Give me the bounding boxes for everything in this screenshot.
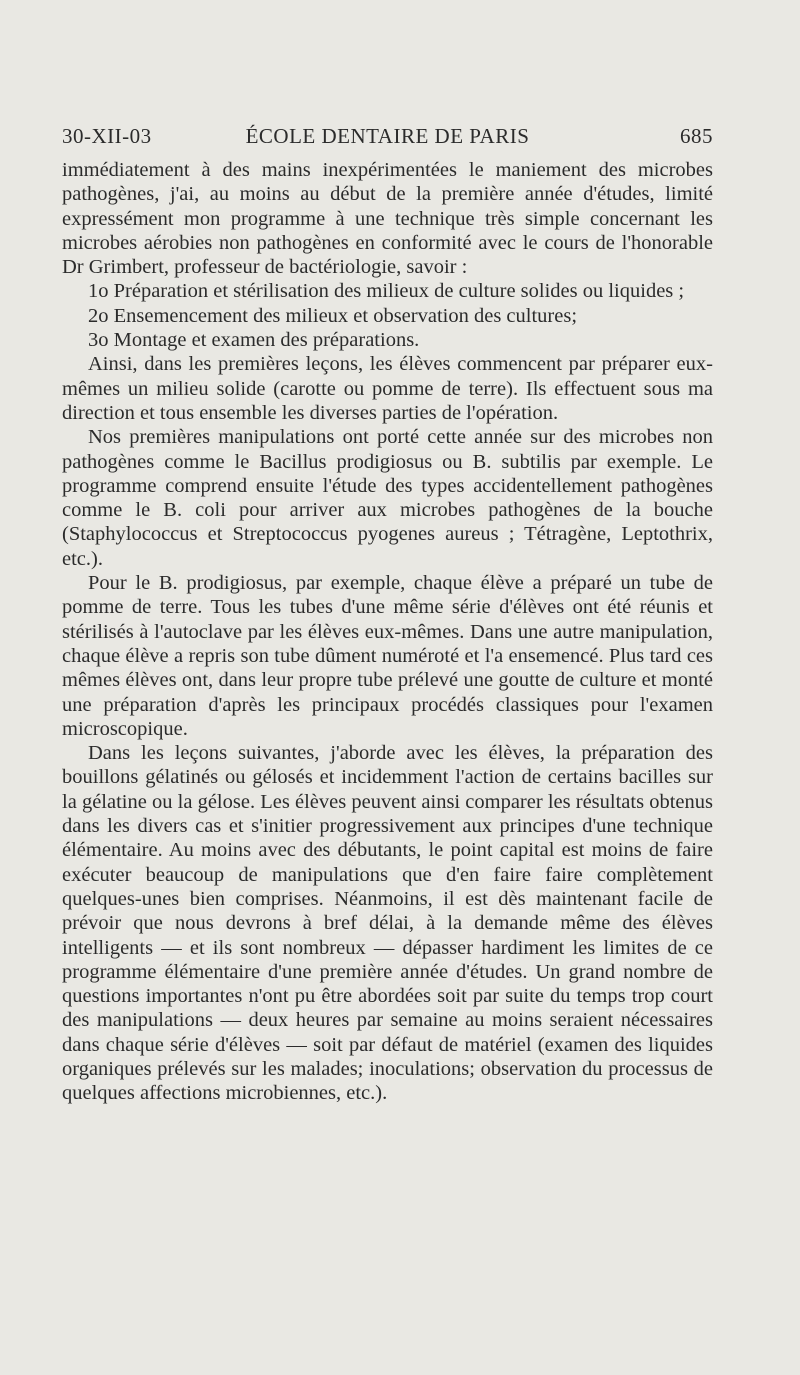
list-item-1: 1o Préparation et stérilisation des milieux de culture solides ou liquides ; [88, 280, 685, 303]
list-item-3: 3o Montage et examen des préparations. [88, 329, 420, 352]
page-number: 685 [680, 124, 713, 148]
body-text [62, 158, 713, 1106]
paragraph: Dans les leçons suivantes, j'aborde avec les élèves, la préparation des bouillons gélatinés ou gélosés et incidemment l'action de certains bacilles sur la gélatine ou la gélose. Les élèves peuvent ainsi comparer les résultats obtenus dans les divers cas et s'initier progressivement aux principes d'une technique élémentaire. Au moins avec des débutants, le point capital est moins de faire exécuter beaucoup de manipulations que d'en faire faire complètement quelques-unes bien comprises. Néanmoins, il est dès maintenant facile de prévoir que nous devrons à bref délai, à la demande même des élèves intelligents — et ils sont nombreux — dépasser hardiment les limites de ce programme élémentaire d'une première année d'études. Un grand nombre de questions importantes n'ont pu être abordées soit par suite du temps trop court des manipulations — deux heures par semaine au moins seraient nécessaires dans chaque série d'élèves — soit par défaut de matériel (examen des liquides organiques prélevés sur les malades; inoculations; observation du processus de quelques affections microbiennes, etc.). [62, 742, 713, 1105]
header-title: ÉCOLE DENTAIRE DE PARIS [245, 124, 530, 148]
list-item-2: 2o Ensemencement des milieux et observation des cultures; [88, 304, 578, 327]
paragraph: Pour le B. prodigiosus, par exemple, chaque élève a préparé un tube de pomme de terre. Tous les tubes d'une même série d'élèves ont été réunis et stérilisés à l'autoclave par les élèves eux-mêmes. Dans une autre manipulation, chaque élève a repris son tube dûment numéroté et l'a ensemencé. Plus tard ces mêmes élèves ont, dans leur propre tube prélevé une goutte de culture et monté une préparation d'après les principaux procédés classiques pour l'examen microscopique. [62, 572, 713, 740]
header-date: 30-XII-03 [62, 124, 152, 148]
paragraph: Nos premières manipulations ont porté cette année sur des microbes non pathogènes comme le Bacillus prodigiosus ou B. subtilis par exemple. Le programme comprend ensuite l'étude des types accidentellement pathogènes comme le B. coli pour arriver aux microbes pathogènes de la bouche (Staphylococcus et Streptococcus pyogenes aureus ; Tétragène, Leptothrix, etc.). [62, 426, 713, 570]
paragraph-continued: immédiatement à des mains inexpérimentées le maniement des microbes pathogènes, j'ai, au moins au début de la première année d'études, limité expressément mon programme à une technique très simple concernant les microbes aérobies non pathogènes en conformité avec le cours de l'honorable Dr Grimbert, professeur de bactériologie, savoir : [62, 159, 713, 279]
running-header [62, 124, 713, 154]
paragraph: Ainsi, dans les premières leçons, les élèves commencent par préparer eux-mêmes un milieu solide (carotte ou pomme de terre). Ils effectuent sous ma direction et tous ensemble les diverses parties de l'opération. [62, 353, 713, 424]
